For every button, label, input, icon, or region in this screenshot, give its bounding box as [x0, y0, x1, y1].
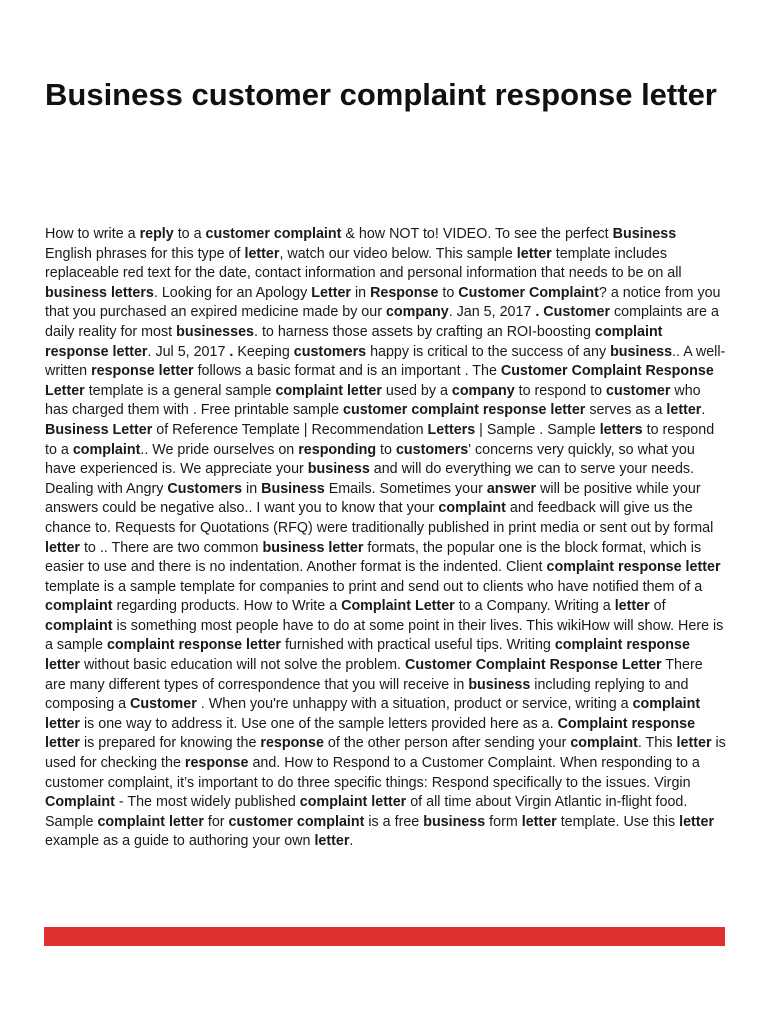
- bold-keyword: response letter: [91, 363, 194, 380]
- bold-keyword: Complaint Letter: [341, 598, 455, 615]
- body-text-run: including replying to and composing a: [45, 676, 689, 713]
- body-text-run: and will do everything we can to serve your needs. Dealing with Angry: [45, 461, 695, 497]
- body-text-run: & how NOT to! VIDEO. To see the perfect: [341, 226, 613, 242]
- bold-keyword: letters: [599, 421, 643, 438]
- body-text-run: complaints are a daily reality for most: [45, 304, 719, 340]
- body-text-run: How to write a: [45, 226, 140, 242]
- bold-keyword: business: [307, 461, 370, 478]
- bold-keyword: complaint letter: [299, 794, 407, 811]
- bold-keyword: letter: [45, 539, 80, 556]
- body-text-run: .: [349, 833, 354, 850]
- body-text-run: to a Company. Writing a: [454, 598, 615, 615]
- bold-keyword: Letter: [311, 284, 351, 301]
- body-text-run: . to harness those assets by crafting an ROI-boosting: [254, 323, 595, 340]
- body-text-run: in: [242, 480, 262, 497]
- bold-keyword: complaint: [72, 441, 141, 458]
- bold-keyword: company: [385, 304, 449, 321]
- bold-keyword: Customers: [167, 480, 243, 497]
- body-text-run: in: [351, 284, 371, 301]
- body-text-run: of Reference Template | Recommendation: [152, 421, 428, 438]
- body-text-run: of the other person after sending your: [323, 735, 571, 752]
- body-text-run: serves as a: [585, 402, 667, 419]
- bold-keyword: business: [423, 813, 486, 830]
- bold-keyword: response: [184, 755, 249, 772]
- bold-keyword: complaint letter: [275, 382, 382, 399]
- body-text-run: who has charged them with . Free printable sample: [45, 382, 701, 419]
- bold-keyword: customer complaint response letter: [343, 402, 586, 419]
- bold-keyword: reply: [139, 226, 174, 242]
- bold-keyword: letter: [521, 813, 557, 830]
- bold-keyword: Response: [370, 284, 439, 301]
- body-text-run: template includes replaceable red text for the date, contact information and personal information that needs to be on all: [45, 245, 682, 282]
- bold-keyword: complaint response letter: [106, 637, 281, 654]
- body-text-run: and feedback will give us the chance to. Requests for Quotations (RFQ) were traditionally published in print media or sent out by formal: [45, 500, 714, 536]
- bold-keyword: complaint: [45, 617, 113, 634]
- body-text-run: .: [701, 402, 706, 419]
- body-text-run: regarding products. How to Write a: [112, 598, 342, 615]
- bold-keyword: customers: [395, 441, 469, 458]
- bold-keyword: complaint: [570, 735, 638, 752]
- body-text-run: . Looking for an Apology: [153, 284, 312, 301]
- body-text-run: There are many different types of correspondence that you will receive in: [45, 657, 703, 693]
- body-text-run: is used for checking the: [45, 735, 726, 772]
- bold-keyword: letter: [314, 833, 350, 850]
- bold-keyword: businesses: [176, 323, 254, 340]
- body-text-run: for: [203, 813, 229, 830]
- body-text-run: is something most people have to do at some point in their lives. This wikiHow will show. Here is a sample: [45, 617, 724, 654]
- bold-keyword: letter: [676, 735, 712, 752]
- bold-keyword: Complaint response letter: [45, 715, 696, 752]
- body-text-run: to a: [173, 226, 206, 242]
- bold-keyword: Business Letter: [45, 421, 153, 438]
- footer-accent-bar: [44, 927, 725, 946]
- body-text-run: template is a sample template for companies to print and send out to clients who have notified them of a: [45, 578, 703, 595]
- body-text-run: Keeping: [233, 343, 294, 360]
- body-text-run: ? a notice from you that you purchased an expired medicine made by our: [45, 284, 721, 321]
- bold-keyword: letter: [666, 402, 702, 419]
- body-text-run: . When you're unhappy with a situation, product or service, writing a: [196, 696, 633, 713]
- bold-keyword: Business: [261, 480, 325, 497]
- bold-keyword: .: [229, 343, 234, 360]
- body-text-run: is a free: [364, 813, 424, 830]
- body-text-run: of all time about Virgin Atlantic in-flight food. Sample: [45, 794, 688, 830]
- body-text-run: form: [485, 813, 522, 830]
- bold-keyword: Letters: [427, 421, 476, 438]
- body-text-run: example as a guide to authoring your own: [45, 833, 315, 850]
- body-text-run: Emails. Sometimes your: [324, 480, 487, 497]
- bold-keyword: business letters: [45, 284, 154, 301]
- body-text-run: to respond to: [514, 382, 607, 399]
- body-text-run: happy is critical to the success of any: [366, 343, 611, 360]
- bold-keyword: business letter: [262, 539, 364, 556]
- bold-keyword: Customer: [130, 696, 197, 713]
- bold-keyword: . Customer: [535, 304, 611, 321]
- bold-keyword: customer complaint: [205, 226, 342, 242]
- bold-keyword: customers: [293, 343, 367, 360]
- body-text-run: template. Use this: [556, 813, 680, 830]
- body-text-run: . This: [637, 735, 677, 752]
- bold-keyword: complaint response letter: [45, 637, 690, 674]
- body-text-run: of: [649, 598, 666, 615]
- bold-keyword: customer complaint: [228, 813, 365, 830]
- bold-keyword: responding: [298, 441, 377, 458]
- body-text-run: is one way to address it. Use one of the sample letters provided here as a.: [79, 715, 558, 732]
- body-text-run: will be positive while your answers could be negative also.. I want you to know that your: [45, 480, 701, 517]
- body-text-run: to: [438, 284, 459, 301]
- bold-keyword: business: [468, 676, 531, 693]
- bold-keyword: answer: [486, 480, 537, 497]
- body-text-run: and. How to Respond to a Customer Complaint. When responding to a customer complaint, it’s important to do three specific things: Respond specifically to the issues. Virgin: [45, 755, 700, 791]
- body-text-run: furnished with practical useful tips. Writing: [280, 637, 555, 654]
- body-text-run: is prepared for knowing the: [79, 735, 261, 752]
- body-text-run: used by a: [381, 382, 452, 399]
- body-text-run: .. A well- written: [45, 343, 726, 380]
- body-text-run: follows a basic format and is an important . The: [193, 363, 501, 380]
- bold-keyword: response: [260, 735, 324, 752]
- body-text-run: formats, the popular one is the block format, which is easier to use and there is no indentation. Another format is the indented. Client: [45, 539, 702, 576]
- bold-keyword: complaint response letter: [546, 559, 721, 576]
- bold-keyword: Customer Complaint Response Letter: [45, 363, 714, 399]
- body-text-run: , watch our video below. This sample: [279, 245, 517, 262]
- bold-keyword: letter: [244, 245, 280, 262]
- bold-keyword: letter: [516, 245, 552, 262]
- bold-keyword: complaint letter: [45, 696, 701, 732]
- bold-keyword: complaint response letter: [45, 323, 663, 360]
- body-text-run: - The most widely published: [114, 794, 300, 811]
- body-text-run: to respond to a: [45, 421, 715, 458]
- body-text-run: without basic education will not solve the problem.: [79, 657, 405, 674]
- body-text-run: .. We pride ourselves on: [140, 441, 299, 458]
- bold-keyword: Business: [612, 226, 677, 242]
- body-text-run: | Sample . Sample: [475, 421, 600, 438]
- body-text-run: . Jan 5, 2017: [448, 304, 536, 321]
- bold-keyword: complaint letter: [97, 813, 204, 830]
- bold-keyword: Customer Complaint: [458, 284, 599, 301]
- bold-keyword: letter: [679, 813, 715, 830]
- body-paragraph: [45, 225, 727, 852]
- page-title: Business customer complaint response letter: [45, 77, 717, 112]
- bold-keyword: complaint: [438, 500, 506, 517]
- bold-keyword: complaint: [45, 598, 113, 615]
- body-text-run: English phrases for this type of: [45, 245, 245, 262]
- bold-keyword: Complaint: [45, 794, 115, 811]
- body-text-run: to: [376, 441, 396, 458]
- body-text-run: . Jul 5, 2017: [147, 343, 230, 360]
- body-text-run: to .. There are two common: [79, 539, 263, 556]
- body-text-run: ' concerns very quickly, so what you have experienced is. We appreciate your: [45, 441, 695, 478]
- bold-keyword: business: [610, 343, 673, 360]
- bold-keyword: company: [451, 382, 515, 399]
- bold-keyword: letter: [614, 598, 650, 615]
- body-text-run: template is a general sample: [84, 382, 276, 399]
- bold-keyword: Customer Complaint Response Letter: [405, 657, 662, 674]
- bold-keyword: customer: [606, 382, 671, 399]
